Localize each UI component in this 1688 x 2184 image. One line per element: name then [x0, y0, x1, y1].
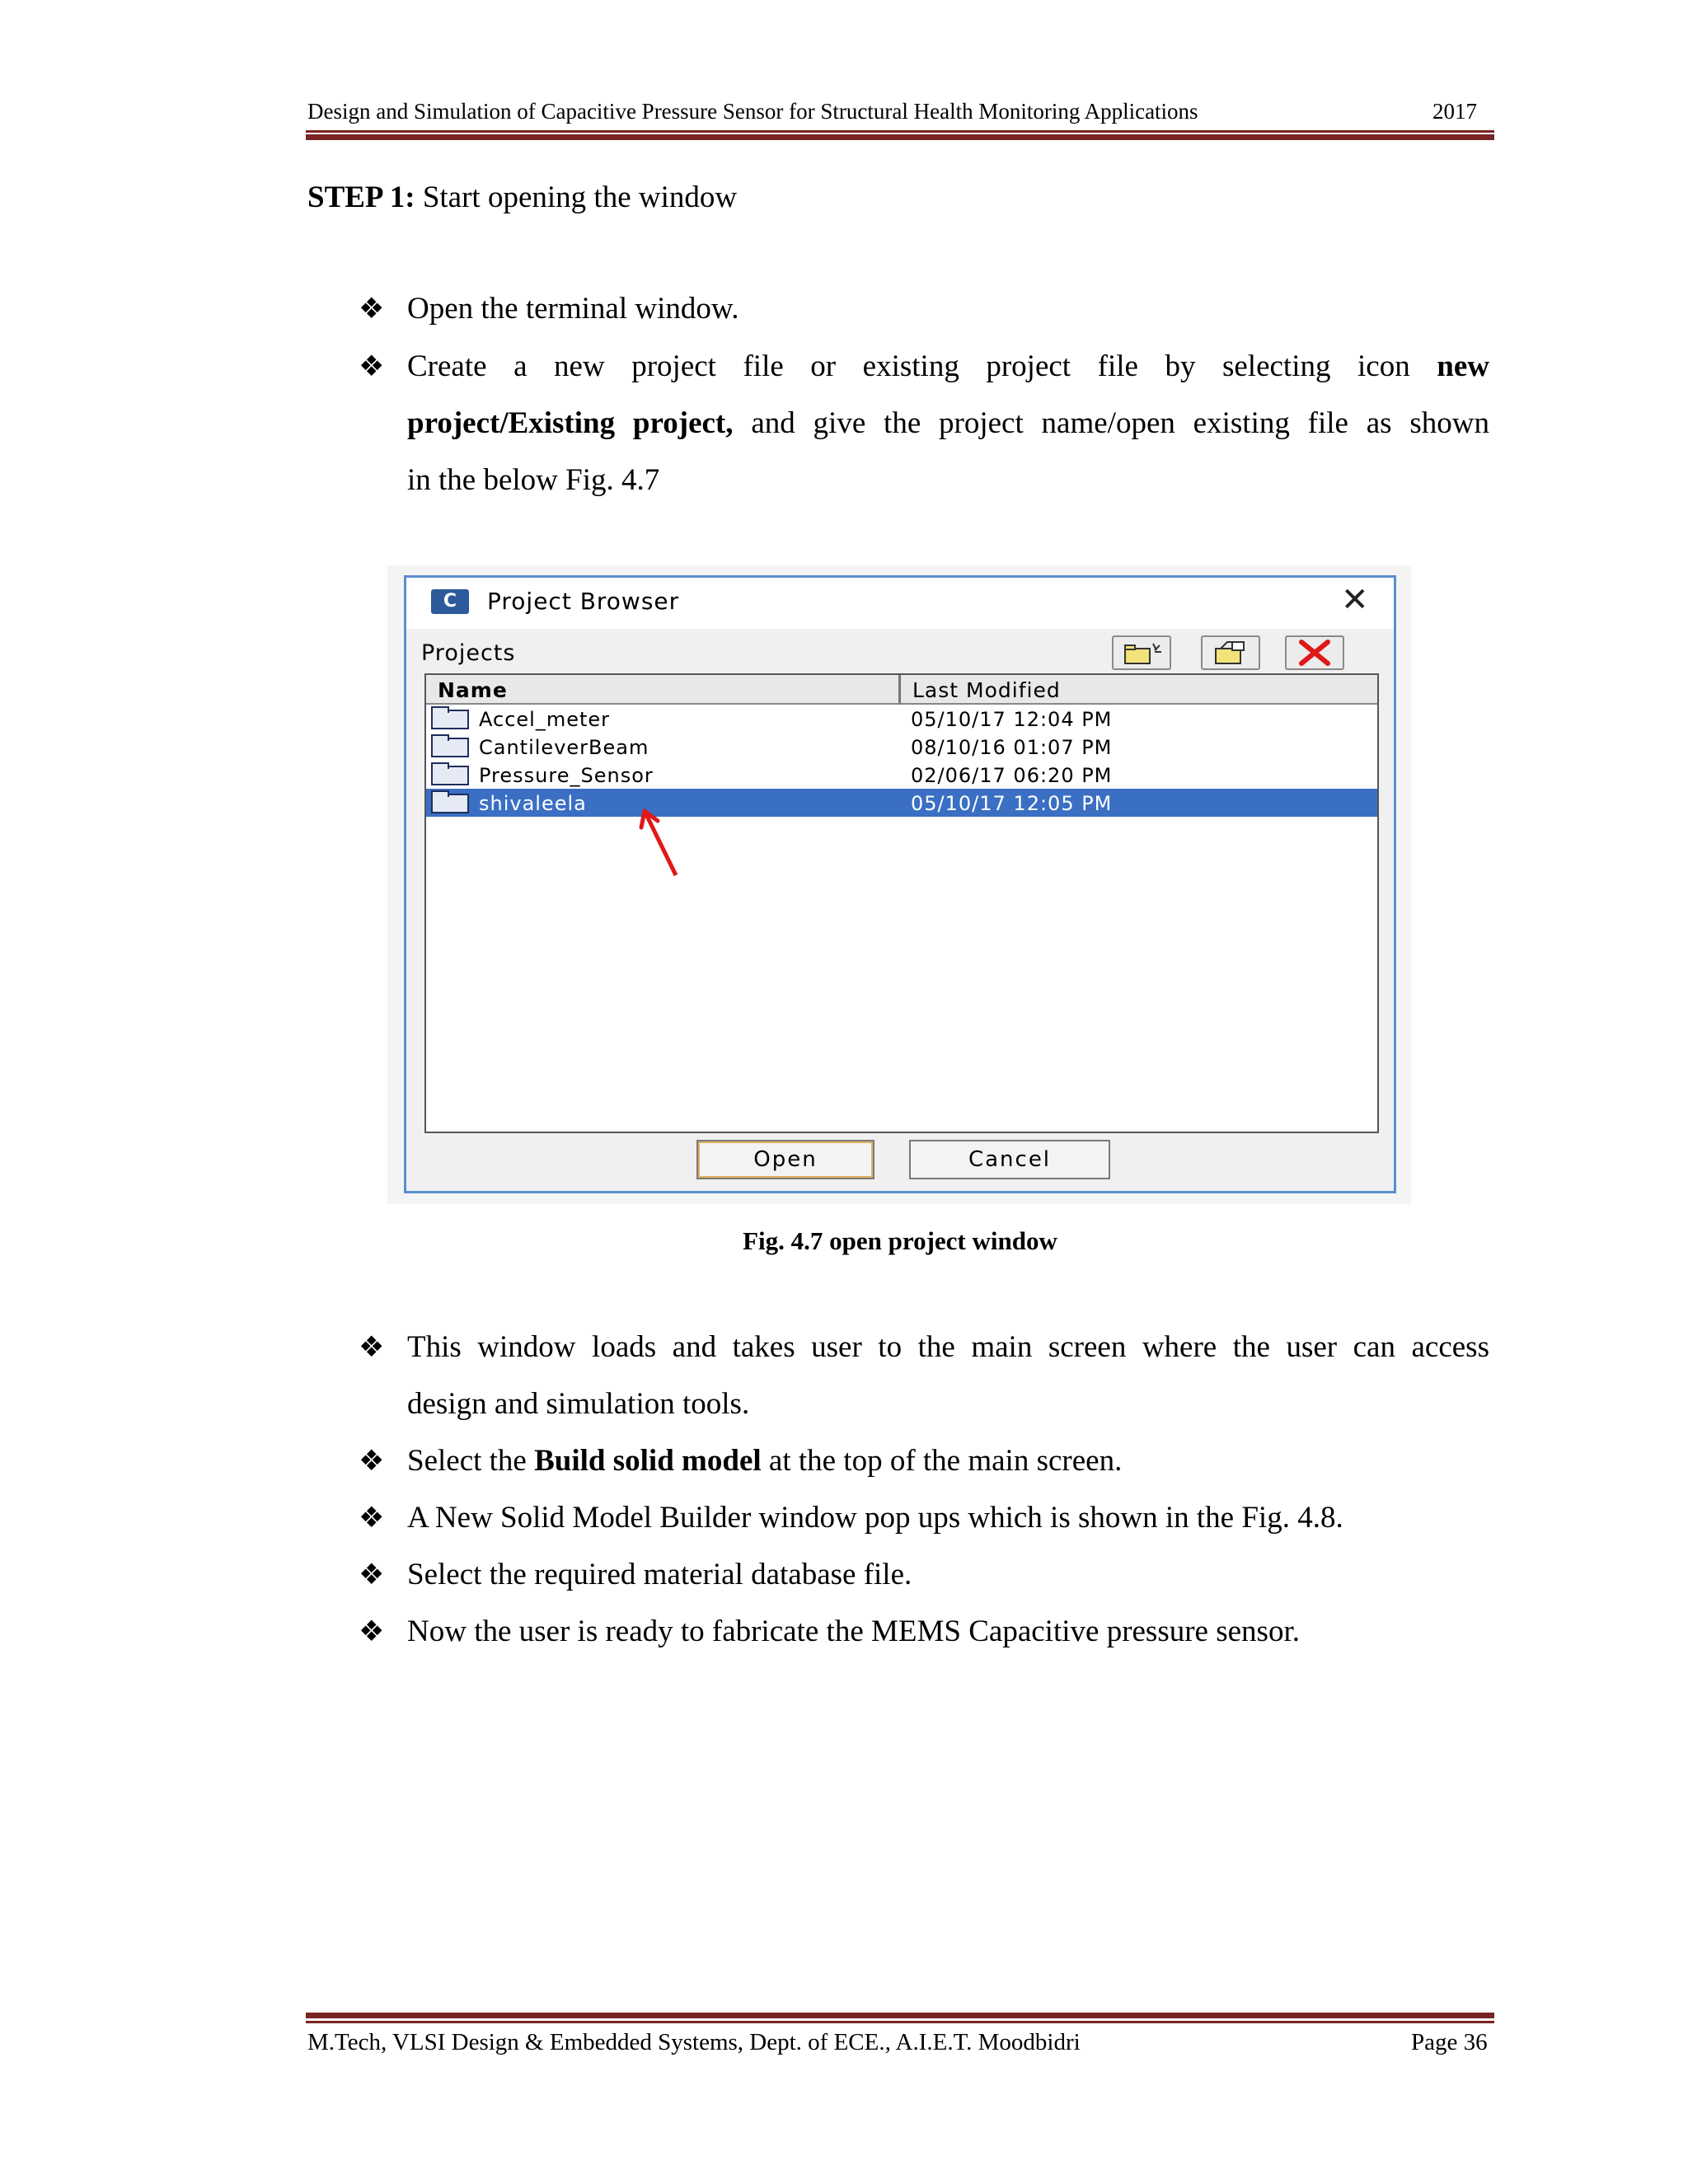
bullet-text-7: Now the user is ready to fabricate the MEMS Capacitive pressure sensor. [407, 1615, 1300, 1648]
bullet-text-2-post: and give the project name/open existing file as shown [733, 406, 1489, 440]
project-row[interactable] [426, 705, 1377, 733]
bullet-text-2-pre: Create a new project file or existing project file by selecting icon [407, 349, 1437, 383]
bullet-text-2-line2 [407, 395, 1489, 452]
bullet-text-4-pre: Select the [407, 1444, 535, 1478]
bullet-text-6: Select the required material database file. [407, 1558, 912, 1591]
project-name: Accel_meter [479, 708, 611, 731]
delete-icon [1287, 637, 1343, 668]
column-header-last-modified[interactable] [901, 675, 1377, 705]
folder-icon [431, 794, 469, 813]
bullet-icon: ❖ [359, 293, 385, 325]
footer-rule-thick [306, 2013, 1494, 2018]
bullet-text-2-bold2: project/Existing project, [407, 406, 734, 440]
bullet-text-3-line1: This window loads and takes user to the main screen where the user can access [407, 1330, 1489, 1364]
project-name: shivaleela [479, 792, 587, 815]
bullet-icon: ❖ [359, 1615, 385, 1647]
cancel-button[interactable]: Cancel [909, 1140, 1110, 1179]
project-row-selected[interactable] [426, 789, 1377, 817]
project-browser-dialog [404, 575, 1396, 1193]
open-existing-project-button[interactable] [1201, 635, 1260, 670]
project-row[interactable] [426, 733, 1377, 761]
bullet-text-1: Open the terminal window. [407, 292, 739, 326]
bullet-icon: ❖ [359, 1331, 385, 1363]
folder-icon [431, 738, 469, 757]
step-heading [307, 180, 737, 215]
bullet-icon: ❖ [359, 1502, 385, 1534]
dialog-titlebar[interactable] [406, 578, 1394, 629]
figure-caption [0, 1226, 1688, 1256]
page-number: Page 36 [1411, 2029, 1488, 2055]
footer-left: M.Tech, VLSI Design & Embedded Systems, Dept. of ECE., A.I.E.T. Moodbidri [307, 2029, 1081, 2055]
figure-caption-text: Fig. 4.7 open project window [743, 1226, 1057, 1255]
header-title: Design and Simulation of Capacitive Pressure Sensor for Structural Health Monitoring Applications [307, 99, 1198, 124]
project-modified: 08/10/16 01:07 PM [911, 736, 1113, 759]
footer-rule-thin [306, 2021, 1494, 2023]
project-row[interactable] [426, 761, 1377, 789]
new-folder-icon [1114, 637, 1170, 668]
folder-icon [431, 710, 469, 729]
dialog-title: Project Browser [487, 588, 680, 615]
column-header-name[interactable] [426, 675, 901, 705]
project-modified: 02/06/17 06:20 PM [911, 764, 1113, 787]
bullet-text-3-line2: design and simulation tools. [407, 1387, 750, 1421]
project-modified: 05/10/17 12:05 PM [911, 792, 1113, 815]
project-name: Pressure_Sensor [479, 764, 654, 787]
bullet-icon: ❖ [359, 1558, 385, 1591]
header-rule-thin [306, 130, 1494, 133]
header-year: 2017 [1432, 99, 1477, 124]
red-arrow-icon [626, 799, 692, 882]
new-project-button[interactable] [1112, 635, 1171, 670]
open-button[interactable]: Open [696, 1140, 874, 1179]
column-name-label: Name [438, 678, 508, 702]
project-modified: 05/10/17 12:04 PM [911, 708, 1113, 731]
bullet-icon: ❖ [359, 350, 385, 382]
folder-icon [431, 766, 469, 785]
bullet-text-4-post: at the top of the main screen. [761, 1444, 1123, 1478]
step-text: Start opening the window [415, 180, 738, 214]
header-rule-thick [306, 134, 1494, 140]
step-label: STEP 1: [307, 180, 415, 214]
close-icon[interactable]: ✕ [1341, 581, 1369, 619]
column-modified-label: Last Modified [912, 678, 1061, 702]
bullet-text-2-line3: in the below Fig. 4.7 [407, 463, 660, 497]
projects-list[interactable] [424, 673, 1379, 1133]
projects-label: Projects [421, 640, 516, 666]
bullet-text-4-bold: Build solid model [534, 1444, 762, 1478]
bullet-text-4 [407, 1432, 1489, 1489]
app-icon: C [431, 589, 469, 614]
bullet-icon: ❖ [359, 1445, 385, 1477]
bullet-text-5: A New Solid Model Builder window pop ups which is shown in the Fig. 4.8. [407, 1501, 1343, 1535]
project-name: CantileverBeam [479, 736, 649, 759]
delete-project-button[interactable] [1285, 635, 1344, 670]
bullet-text-2-bold: new [1437, 349, 1489, 383]
open-folder-icon [1203, 637, 1259, 668]
bullet-text-2-line1 [407, 338, 1489, 395]
